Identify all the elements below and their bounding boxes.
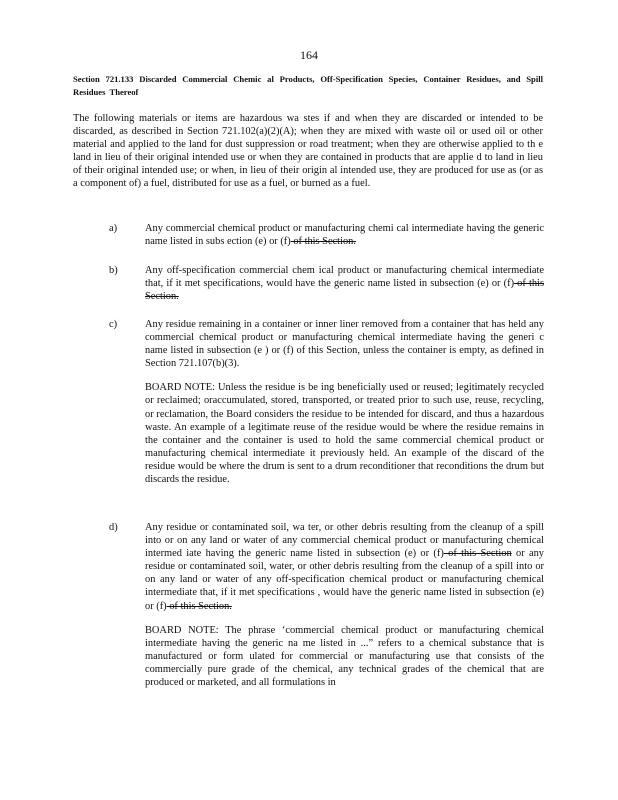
intro-paragraph: The following materials or items are hazardous wa stes if and when they are discarded or intended to be discarded, as described in Section 721.102(a)(2)(A); when they are mixed with waste oil or used oil or other material and applied to the land for dust suppression or road treatment; when they are otherwise applied to th e land in lieu of their original intended use or when they are contained in products that are applie d to land in lieu of their original intended use; or when, in lieu of their origin al intended use, they are produced for use as (or as a component of) a fuel, distributed for use as a fuel, or burned as a fuel. [73, 113, 543, 190]
item-text: Any off-specification commercial chem ical product or manufacturing chemical intermediate that, if it met specifications, would have the generic name listed in subsection (e) or (f) [145, 265, 544, 290]
item-marker: a) [109, 223, 118, 234]
item-marker: d) [109, 522, 118, 533]
page-number: 164 [300, 48, 318, 62]
list-item-b [109, 264, 544, 303]
struck-text: of this Section [443, 548, 512, 560]
board-note: BOARD NOTE: The phrase ‘commercial chemical product or manufacturing chemical intermediate having the generic na me listed in ...” refers to a chemical substance that is manufactured or form ulated for commercial or manufacturing use that consists of the commercially pure grade of the chemical, any technical grades of the chemical that are produced or marketed, and all formulations in [145, 624, 544, 689]
board-note: BOARD NOTE: Unless the residue is be ing beneficially used or reused; legitimately recycled or reclaimed; oraccumulated, stored, transported, or treated prior to such use, reuse, recycling, or reclamation, the Board considers the residue to be intended for discard, and thus a hazardous waste. An example of a legitimate reuse of the residue would be where the residue remains in the container and the container is used to hold the same commercial chemical product or manufacturing chemical intermediate it previously held. An example of the discard of the residue would be where the drum is sent to a drum reconditioner that reconditions the drum but discards the residue. [145, 382, 544, 486]
struck-text: of this Section. [166, 600, 232, 612]
item-body [145, 222, 544, 248]
item-body [145, 521, 544, 613]
item-marker: b) [109, 265, 118, 276]
list-item-a [109, 222, 544, 248]
item-marker: c) [109, 319, 118, 330]
struck-text: of this Section. [290, 236, 356, 248]
item-text: Any residue or contaminated soil, wa ter, or other debris resulting from the cleanup of a spill into or on any land or water of any commercial chemical product or manufacturing chemical intermed iate having the generic name listed in subsection (e) or (f) [145, 522, 544, 560]
item-text: Any commercial chemical product or manufacturing chemi cal intermediate having the generic name listed in subs ection (e) or (f) [145, 223, 544, 248]
struck-text: of this Section. [145, 278, 544, 303]
item-body [145, 264, 544, 303]
list-item-c [109, 318, 544, 486]
item-text-continued: or any residue or contaminated soil, water, or other debris resulting from the cleanup of a spill into or on any land or water of any off-specification chemical product or manufacturing chemical intermediate that, if it met specifications , would have the generic name listed in subsection (e) or (f) [145, 548, 544, 612]
item-body: Any residue remaining in a container or inner liner removed from a container that has held any commercial chemical product or manufacturing chemical intermediate having the generi c name listed in subsection (e ) or (f) of this Section, unless the container is empty, as defined in Section 721.107(b)(3). [145, 319, 544, 370]
list-item-d [109, 521, 544, 689]
section-heading: Section 721.133 Discarded Commercial Chemic al Products, Off-Specification Species, Container Residues, and Spill Residues Thereof [73, 74, 543, 97]
